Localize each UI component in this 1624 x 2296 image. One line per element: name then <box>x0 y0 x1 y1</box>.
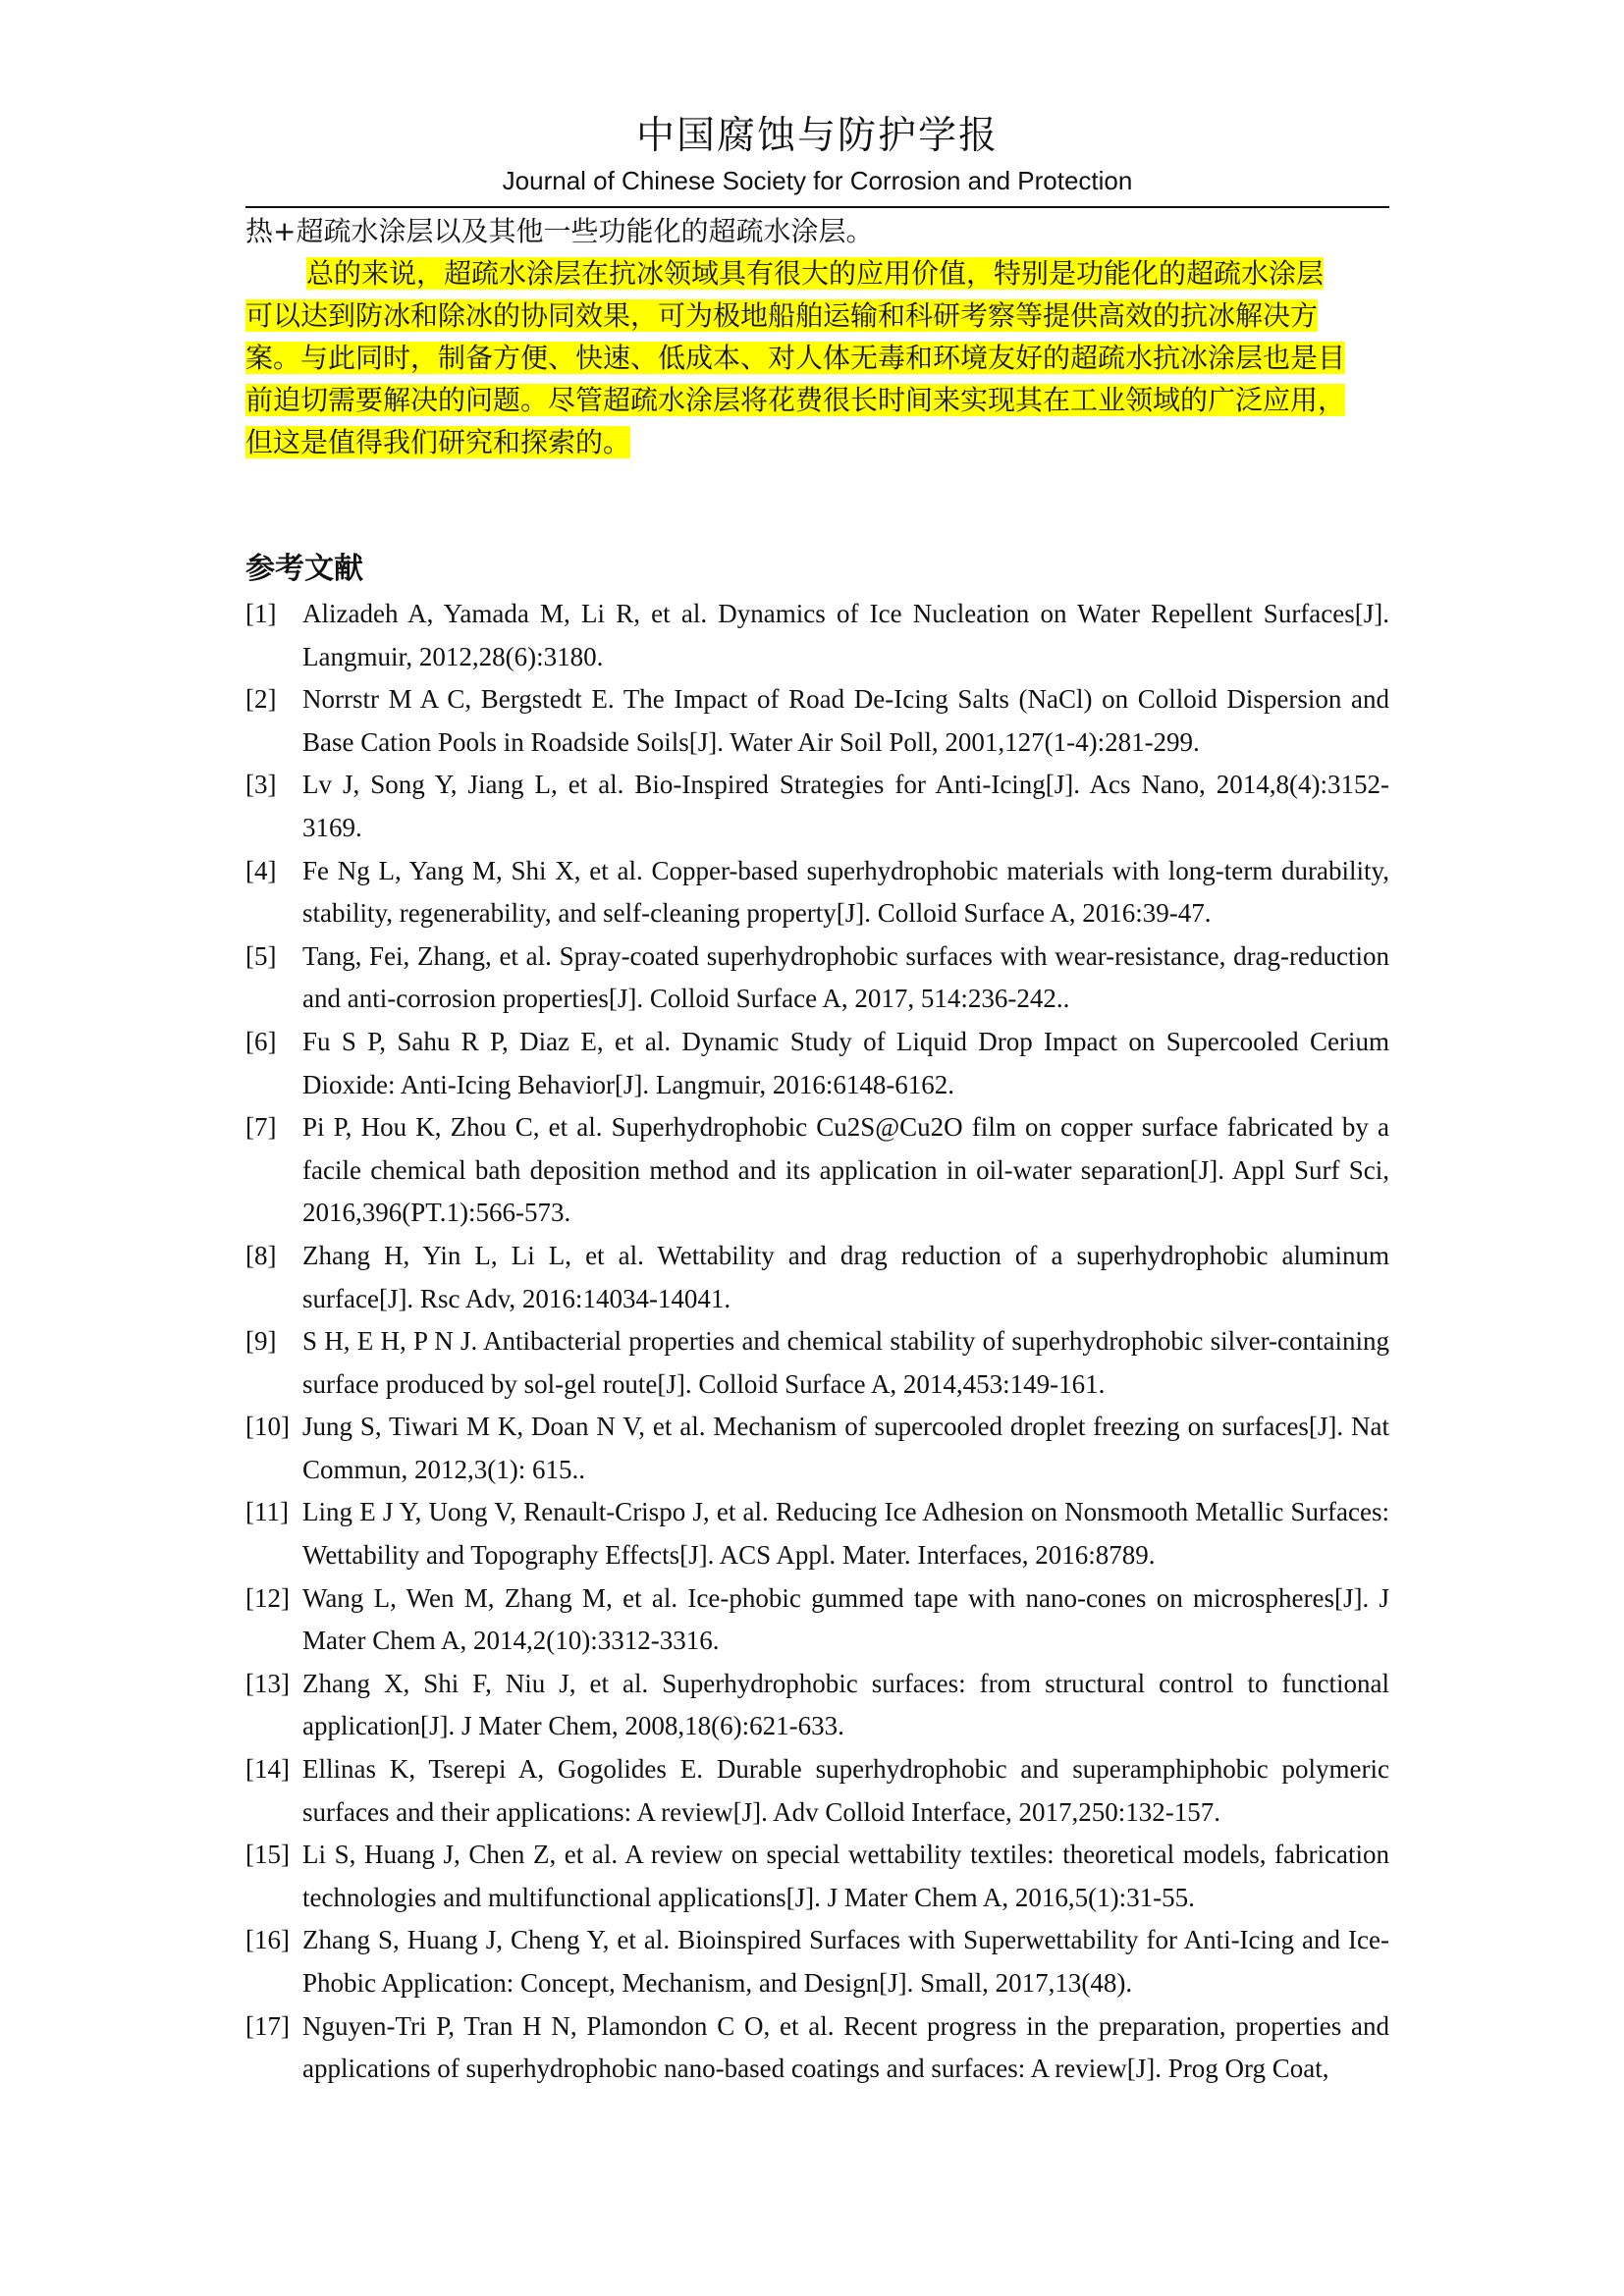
header-divider <box>245 206 1389 208</box>
highlighted-text: 总的来说，超疏水涂层在抗冰领域具有很大的应用价值，特别是功能化的超疏水涂层 <box>306 257 1325 290</box>
summary-line <box>245 337 1389 379</box>
reference-number: [5] <box>245 940 277 971</box>
reference-number: [2] <box>245 684 277 715</box>
highlighted-text: 前迫切需要解决的问题。尽管超疏水涂层将花费很长时间来实现其在工业领域的广泛应用， <box>245 384 1346 416</box>
highlighted-text: 可以达到防冰和除冰的协同效果，可为极地船舶运输和科研考察等提供高效的抗冰解决方 <box>245 299 1319 332</box>
highlighted-text: 案。与此同时，制备方便、快速、低成本、对人体无毒和环境友好的超疏水抗冰涂层也是目 <box>245 342 1346 374</box>
reference-text: Fu S P, Sahu R P, Diaz E, et al. Dynamic Study of Liquid Drop Impact on Supercooled Cerium Dioxide: Anti-Icing Behavior[J]. Langmuir, 2016:6148-6162. <box>302 1026 1389 1099</box>
reference-number: [17] <box>245 2010 290 2041</box>
reference-item <box>245 2005 1389 2091</box>
reference-number: [9] <box>245 1326 277 1357</box>
reference-item <box>245 850 1389 935</box>
reference-text: Lv J, Song Y, Jiang L, et al. Bio-Inspired Strategies for Anti-Icing[J]. Acs Nano, 2014,8(4):3152-3169. <box>302 770 1389 842</box>
reference-item <box>245 764 1389 849</box>
reference-number: [11] <box>245 1497 289 1527</box>
reference-item <box>245 935 1389 1021</box>
reference-number: [13] <box>245 1668 290 1698</box>
reference-item <box>245 1748 1389 1834</box>
reference-text: Jung S, Tiwari M K, Doan N V, et al. Mechanism of supercooled droplet freezing on surfaces[J]. Nat Commun, 2012,3(1): 615.. <box>302 1412 1389 1484</box>
reference-number: [6] <box>245 1026 277 1056</box>
reference-number: [7] <box>245 1112 277 1143</box>
highlighted-text: 但这是值得我们研究和探索的。 <box>245 426 631 458</box>
reference-text: S H, E H, P N J. Antibacterial properties and chemical stability of superhydrophobic silver-containing surface produced by sol-gel route[J]. Colloid Surface A, 2014,453:149-161. <box>302 1326 1389 1399</box>
reference-list <box>245 593 1389 2091</box>
journal-header <box>245 112 1389 196</box>
reference-item <box>245 1106 1389 1235</box>
reference-number: [3] <box>245 770 277 800</box>
reference-item <box>245 1320 1389 1406</box>
reference-item <box>245 593 1389 678</box>
reference-number: [12] <box>245 1582 290 1613</box>
reference-text: Zhang X, Shi F, Niu J, et al. Superhydrophobic surfaces: from structural control to functional application[J]. J Mater Chem, 2008,18(6):621-633. <box>302 1668 1389 1741</box>
summary-line <box>245 421 1389 463</box>
reference-text: Ling E J Y, Uong V, Renault-Crispo J, et al. Reducing Ice Adhesion on Nonsmooth Metallic Surfaces: Wettability and Topography Effects[J]. ACS Appl. Mater. Interfaces, 2016:8789. <box>302 1497 1389 1571</box>
reference-item <box>245 678 1389 764</box>
reference-text: Wang L, Wen M, Zhang M, et al. Ice-phobic gummed tape with nano-cones on microspheres[J]. J Mater Chem A, 2014,2(10):3312-3316. <box>302 1582 1389 1656</box>
reference-text: Tang, Fei, Zhang, et al. Spray-coated superhydrophobic surfaces with wear-resistance, drag-reduction and anti-corrosion properties[J]. Colloid Surface A, 2017, 514:236-242.. <box>302 940 1389 1014</box>
reference-number: [1] <box>245 599 277 628</box>
reference-text: Ellinas K, Tserepi A, Gogolides E. Durable superhydrophobic and superamphiphobic polymeric surfaces and their applications: A review[J]. Adv Colloid Interface, 2017,250:132-157. <box>302 1754 1389 1827</box>
reference-item <box>245 1834 1389 1919</box>
reference-number: [10] <box>245 1412 290 1442</box>
reference-text: Pi P, Hou K, Zhou C, et al. Superhydrophobic Cu2S@Cu2O film on copper surface fabricated by a facile chemical bath deposition method and its application in oil-water separation[J]. Appl Surf Sci, 2016,396(PT.1):566-573. <box>302 1112 1389 1228</box>
reference-item <box>245 1919 1389 2004</box>
reference-text: Alizadeh A, Yamada M, Li R, et al. Dynamics of Ice Nucleation on Water Repellent Surfaces[J]. Langmuir, 2012,28(6):3180. <box>302 599 1389 671</box>
reference-number: [16] <box>245 1925 290 1955</box>
body-paragraphs <box>245 210 1389 463</box>
references-heading: 参考文献 <box>245 552 363 586</box>
reference-number: [8] <box>245 1240 277 1270</box>
reference-text: Zhang H, Yin L, Li L, et al. Wettability and drag reduction of a superhydrophobic aluminum surface[J]. Rsc Adv, 2016:14034-14041. <box>302 1240 1389 1313</box>
reference-text: Zhang S, Huang J, Cheng Y, et al. Bioinspired Surfaces with Superwettability for Anti-Icing and Ice-Phobic Application: Concept, Mechanism, and Design[J]. Small, 2017,13(48). <box>302 1925 1389 1998</box>
reference-number: [14] <box>245 1754 290 1785</box>
journal-title-cn: 中国腐蚀与防护学报 <box>635 114 999 158</box>
journal-title-en: Journal of Chinese Society for Corrosion and Protection <box>502 166 1133 195</box>
reference-item <box>245 1491 1389 1576</box>
body-line-continuation: 热+超疏水涂层以及其他一些功能化的超疏水涂层。 <box>245 215 874 247</box>
reference-item <box>245 1021 1389 1106</box>
summary-line <box>245 294 1389 337</box>
reference-item <box>245 1663 1389 1748</box>
reference-number: [15] <box>245 1840 290 1870</box>
reference-number: [4] <box>245 855 277 885</box>
reference-text: Li S, Huang J, Chen Z, et al. A review on special wettability textiles: theoretical models, fabrication technologies and multifunctional applications[J]. J Mater Chem A, 2016,5(1):31-55. <box>302 1840 1389 1912</box>
reference-item <box>245 1235 1389 1320</box>
reference-text: Nguyen-Tri P, Tran H N, Plamondon C O, et al. Recent progress in the preparation, properties and applications of superhydrophobic nano-based coatings and surfaces: A review[J]. Prog Org Coat, <box>302 2010 1389 2084</box>
reference-text: Norrstr M A C, Bergstedt E. The Impact of Road De-Icing Salts (NaCl) on Colloid Dispersion and Base Cation Pools in Roadside Soils[J]. Water Air Soil Poll, 2001,127(1-4):281-299. <box>302 684 1389 757</box>
summary-line <box>245 252 1389 294</box>
reference-item <box>245 1577 1389 1663</box>
reference-text: Fe Ng L, Yang M, Shi X, et al. Copper-based superhydrophobic materials with long-term durability, stability, regenerability, and self-cleaning property[J]. Colloid Surface A, 2016:39-47. <box>302 855 1389 929</box>
reference-item <box>245 1406 1389 1491</box>
summary-line <box>245 379 1389 421</box>
